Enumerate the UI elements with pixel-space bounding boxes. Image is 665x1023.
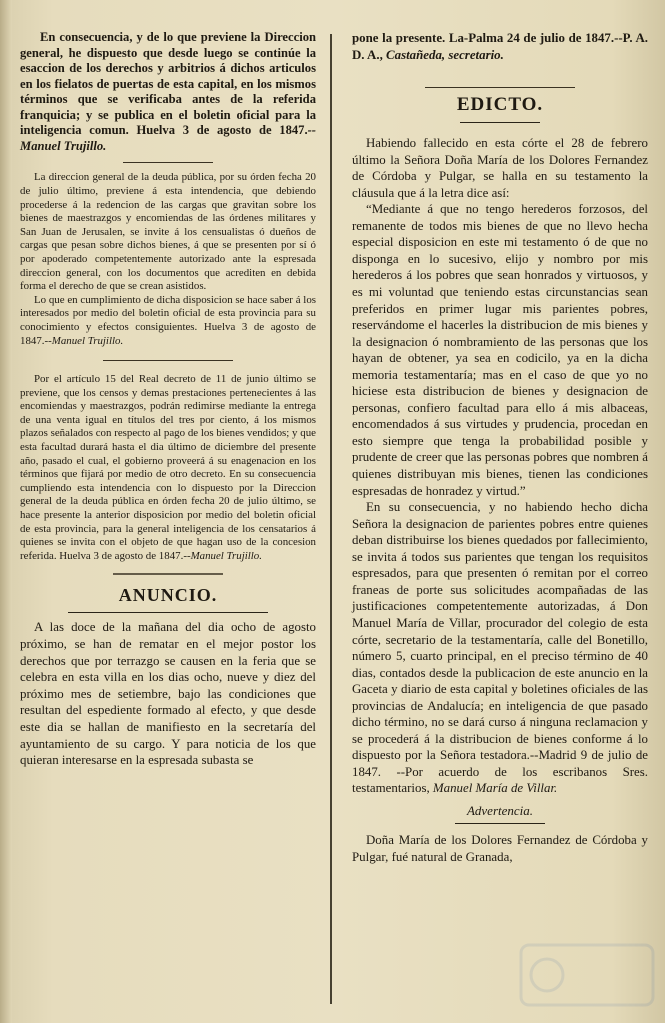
separator-rule [425,87,575,88]
paragraph-intro-text: En consecuencia, y de lo que previene la Direccion general, he dispuesto que desde luego se continúe la esaccion de los derechos y arbitrios á dichos articulos en los fielatos de puertas de esta capital, en los mismos términos que se verificaba antes de la referida franquicia; y se publica en el boletin oficial para la inteligencia comun. Huelva 3 de agosto de 1847. [20,30,316,138]
heading-edicto: EDICTO. [456,94,544,116]
separator-rule [123,162,213,163]
paragraph-cumplimiento [20,294,316,348]
paragraph-consecuencia [352,499,648,797]
signature-castaneda: Castañeda, secretario. [386,47,504,62]
paragraph-real-decreto-text: Por el artículo 15 del Real decreto de 11 de junio último se previene, que los censos y demas prestaciones pertenecientes á las encomiendas y maestrazgos, podrán redimirse mediante la entrega de una venta igual en títulos del tres por ciento, á los mismos plazos señalados con respecto al pago de los bienes vendidos; y que esta facultad durará hasta el dia último de diciembre del presente año, pasado el cual, el gobierno proveerá á su enagenacion en los términos que fijará por medio de otro decreto. En su consecuencia cumpliendo esta intendencia con lo dispuesto por la Direccion general de la deuda pública en órden fecha 20 de julio último, se hace presente la anterior disposicion por medio del boletin oficial de esta provincia, para la general inteligencia de los censatarios á quienes se invita con el objeto de que hagan uso de la concesion referida. Huelva 3 de agosto de 1847. [20,373,316,562]
signature-villar: Manuel María de Villar. [432,781,558,796]
heading-underline [455,823,545,824]
column-divider [330,34,332,1004]
paragraph-fallecido: Habiendo fallecido en esta córte el 28 de febrero último la Señora Doña María de los Dolores Fernandez de Córdoba y Pulgar, se halla en su testamento la cláusula que á la letra dice así: [352,136,648,200]
paragraph-continuation-text: pone la presente. La-Palma 24 de julio de 1847.--P. A. D. A., [352,31,648,62]
separator-rule [20,571,316,577]
signature-trujillo-1: --Manuel Trujillo. [20,123,316,153]
paragraph-anuncio: A las doce de la mañana del dia ocho de agosto próximo, se han de rematar en el mejor postor los derechos que por terrazgo se causen en la feria que se celebra en esta villa en los dias ocho, nueve y diez del próximo mes de setiembre, bajo las condiciones que resultan del espediente formado al efecto, y que desde este dia se hallan de manifiesto en la secretaría del ayuntamiento de su cargo. Y para noticia de los que quieran interesarse en la espresada subasta se [20,620,316,768]
paragraph-real-decreto [20,373,316,563]
paragraph-cumplimiento-text: Lo que en cumplimiento de dicha disposicion se hace saber á los interesados por medio del boletin oficial de esta provincia para su conocimiento y efectos consiguientes. Huelva 3 de agosto de 1847. [20,293,316,347]
paragraph-advertencia: Doña María de los Dolores Fernandez de Córdoba y Pulgar, fué natural de Granada, [352,832,648,864]
heading-anuncio: ANUNCIO. [118,585,218,606]
signature-trujillo-3: --Manuel Trujillo. [183,549,262,562]
heading-underline [68,612,268,613]
signature-trujillo-2: --Manuel Trujillo. [44,334,124,347]
left-column [20,30,316,769]
page-edge-shadow [0,0,12,1023]
library-stamp-icon [517,935,657,1015]
separator-rule [103,360,233,361]
paragraph-clausula: “Mediante á que no tengo herederos forzosos, del remanente de todos mis bienes de que no llevo hecha especial disposicion en este mi testamento ó de que no disponga en lo sucesivo, elijo y nombro por mis herederos á los pobres que sean honrados y virtuosos, y es mi voluntad que teniendo estas circunstancias sean preferidos en primer lugar mis parientes pobres, reservándome el hacerles la distribucion de mis bienes y la designacion ó nombramiento de las personas que los hayan de obtener, ya sea en codicilo, ya en la dicha memoria testamentaría; mas en el caso de que yo no hiciese esta distribucion de bienes y designacion de personas, confiero facultad para ello á mis albaceas, encomendados á sus virtudes y prudencia, procedan en esto siempre que tenga la probabilidad posible y prudente de creer que las personas pobres que nombren á quienes distribuyan mis bienes, tienen las condiciones espresadas de honradez y virtud.” [352,202,648,498]
right-column [352,30,648,865]
paragraph-continuation [352,30,648,63]
paragraph-intro [20,30,316,154]
double-rule-icon [113,571,223,577]
heading-underline [460,122,540,123]
paragraph-consecuencia-text: En su consecuencia, y no habiendo hecho dicha Señora la designacion de parientes pobres entre quienes deban distribuirse los bienes quedados por fallecimiento, se invita á todos sus parientes que tengan los requisitos espresados, para que presenten ó remitan por el correo franeas de porte sus solicitudes acompañadas de las justificaciones competentemente autorizadas, á Don Manuel María de Villar, procurador del colegio de esta córte, secretario de la testamentaría, calle del Bonetillo, número 5, cuarto principal, en el preciso término de 40 dias, contados desde la publicacion de este anuncio en la Gaceta y diario de esta capital y boletines oficiales de las provincias de Andalucía; en inteligencia de que pasado dicho término, no se dará curso á ninguna reclamacion y se procederá á la distribucion de bienes conforme á lo dispuesto por la Señora testadora.--Madrid 9 de julio de 1847. --Por acuerdo de los escribanos Sres. testamentarios, [352,500,648,796]
heading-advertencia: Advertencia. [466,802,534,818]
paragraph-deuda-publica: La direccion general de la deuda pública, por su órden fecha 20 de julio último, previene á esta intendencia, que debiendo procederse á la redencion de las cargas que gravitan sobre los bienes de maestrazgos y encomiendas de las órdenes militares y San Juan de Jerusalen, se invite á los censualistas ó dueños de cargas que pesan sobre dichos bienes, á que se presenten por sí ó por apoderado competentemente autorizado ante la espresada direccion general, con los documentos que acrediten en debida forma el derecho de que se crean asistidos. [20,171,316,293]
